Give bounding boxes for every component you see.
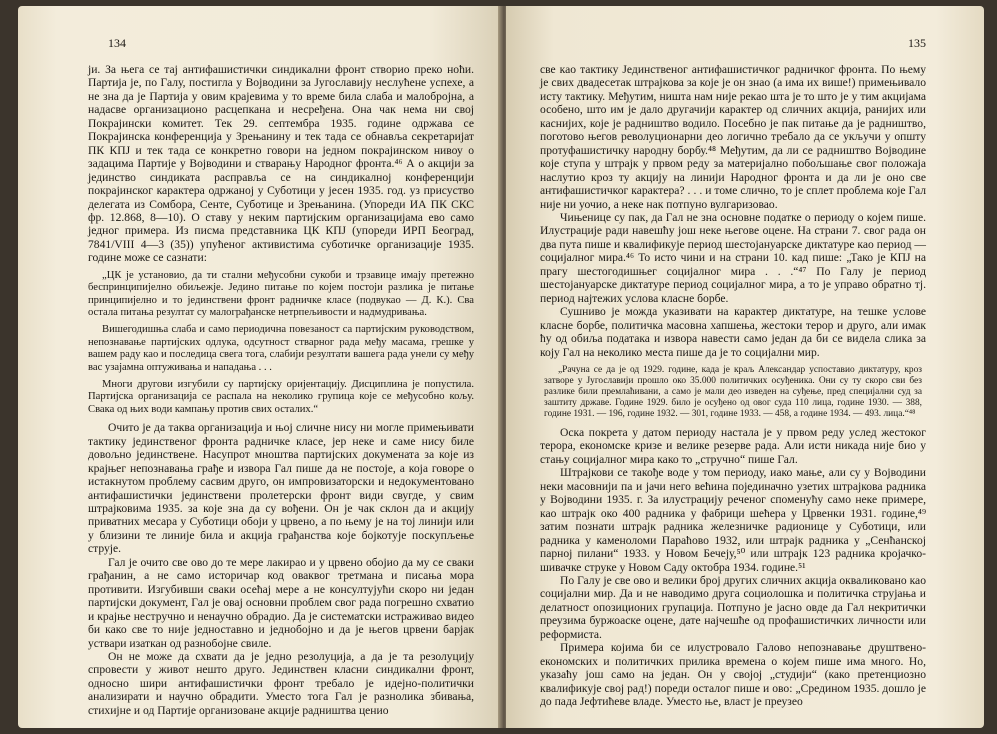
paragraph: ји. За њега се тај антифашистички синдикални фронт створио преко ноћи. Партија је, по Галу, постигла у Војводини за Југославију неслућене успехе, а не зна да је Партија у овим крајевима у то време била слаба и малобројна, а надасве организационо расцепкана и несређена. Она чак нема ни свој Покрајински комитет. Тек 29. септембра 1935. године одржава се Покрајинска конференција у Зрењанину и тек тада се обнавља секретаријат ПК КПЈ и тек тада се конкретно говори на једном покрајинском нивоу о задацима Партије у Војводини и стварању Народног фронта.⁴⁶ А о акцији за јединство синдиката расправља се на синдикалној конференцији покрајинског карактера одржаној у Суботици у јесен 1935. год. уз присуство делегата из Сомбора, Сенте, Суботице и Зрењанина. (Упореди ИА ПК СКС фр. 12.868, 8—10). О ставу у неким партијским организацијама ево само једног примера. Из писма представника ЦК КПЈ (упореди ИРП Београд, 7841/VIII 4—3 (35)) упућеног активистима суботичке организације 1935. године може се сазнати: xyxy=(88,63,474,265)
paragraph: Чињенице су пак, да Гал не зна основне податке о периоду о којем пише. Илустрације ради навешћу још неке његове оцене. На страни 7. свог рада он два пута пише и квалификује период шестојануарске диктатуре као период — социјалног мира.⁴⁶ То исто чини и на страни 10. кад пише: „Тако је КПЈ на прагу шестогодишњег социјалног мира . . .“⁴⁷ По Галу је период шестојануарске диктатуре период социјалног мира, а то је управо обратно тј. период најтежих услова класне борбе. xyxy=(540,210,926,305)
paragraph: Гал је очито све ово до те мере лакирао и у црвено обојио да му се сваки грађанин, а не само историчар код оваквог третмана и писања мора противити. Изгубивши сваки осећај мере а не консултујући скоро ни један партијски документ, Гал је овај основни проблем свог рада погрешно схватио и крајње нестручно и ненаучно обрадио. Да је систематски истраживао видео би како све то није једноставно и једнобојно и да је његов црвени барјак уствари изаткан од разнобојне свиле. xyxy=(88,555,474,650)
left-page xyxy=(18,6,502,728)
quote-paragraph: Вишегодишња слаба и само периодична повезаност са партијским руководством, непознавање партијских одлука, одсутност стварног рада међу масама, грешке у вашем раду као и последица свега тога, слабији резултати вашега рада унели су међу вас узајамна оптуживања и нападања . . . xyxy=(88,324,474,373)
paragraph: Сушниво је можда указивати на карактер диктатуре, на тешке услове класне борбе, политичка масовна хапшења, жестоки терор и друго, али имак ћу од обиља података и извора навести само један да би се видела слика за коју Гал на неколико места пише да је то социјални мир. xyxy=(540,305,926,359)
quote-paragraph: „ЦК је установио, да ти стални међусобни сукоби и трзавице имају претежно беспринципијелно обиљежје. Једино питање по којем постоји разлика је питање принципијелно и то јединствени фронт радничке класе (подвукао — Д. К.). Сва остала питања резултат су малограђанске нетрпељивости и надмудривања. xyxy=(88,269,474,319)
right-page xyxy=(506,6,984,728)
paragraph: Штрајкови се такође воде у том периоду, иако мање, али су у Војводини неки масовнији па и јачи него већина појединачно узетих штрајкова радника у Војводини 1935. г. За илустрацију реченог споменућу само неке примере, као штрајк око 400 радника у фабрици шећера у Црвенки 1931. године,⁴⁹ затим познати штрајк радника железничке радионице у Суботици, или радника у каменоломи Параћово 1932, или штрајк радника у „Сенћанској парној пилани“ 1933. у Новом Бечеју,⁵⁰ или штрајк 123 радника кројачко-шивачке струке у Новом Саду октобра 1934. године.⁵¹ xyxy=(540,466,926,574)
quote-paragraph: „Рачуна се да је од 1929. године, када је краљ Александар успоставио диктатуру, кроз затворе у Југославији прошло око 35.000 политичких осуђеника. Они су ту скоро сви без разлике били премлаћивани, а само је мали део изведен на суђење, пред специјални суд за заштиту државе. Године 1929. било је осуђено од овог суда 110 лица, године 1930. — 388, године 1931. — 196, године 1932. — 301, године 1933. — 458, а године 1934. — 493. лица.“⁴⁸ xyxy=(544,364,922,419)
paragraph: Он не може да схвати да је једно резолуција, а да је та резолуцију спровести у живот нешто друго. Јединствен класни синдикални фронт, односно шири антифашистички фронт требало је идејно-политички анализирати и научно обрадити. Уместо тога Гал је разнолика збивања, стихијне и од Партије организоване акције радништва ценио xyxy=(88,649,474,717)
paragraph: Оска покрета у датом периоду настала је у првом реду услед жестоког терора, економске кризе и велике резерве рада. Али исти никада није био у стању социјалног мира како то „стручно“ пише Гал. xyxy=(540,425,926,466)
paragraph: Очито је да таква организација и њој сличне нису ни могле примењивати тактику јединственог фронта радничке класе, јер неке и саме нису биле довољно јединствене. Насупрот мноштва партијских докумената за које из крајњег непознавања грађе и извора Гал пише да не постоје, а која говоре о истакнутом проблему сасвим друго, он импровизаторски и недокументовано антифашистички јединствени пролетерски фронт види свугде, у свим штрајковима 1935. за које зна да су вођени. Он је чак склон да и акцију приватних месара у Суботици обоји у црвено, а по њему је на тој линији или у близини те линије била и акција грађанства које бојкотује поскупљење струје. xyxy=(88,421,474,556)
paragraph: све као тактику Јединственог антифашистичког радничког фронта. По њему је свих двадесетак штрајкова за које је он знао (а има их више!) примењивало исту тактику. Међутим, ништа нам није рекао шта је то што је у тим акцијама особено, што им је дало другачији карактер од сличних акција, ранијих или каснијих, које је радништво водило. Посебно је пак питање да је радништво, поготово његов револуционарни део логично требало да се укључи у општу протуфашистичку народну борбу.⁴⁸ Међутим, да ли се радништво Војводине које ступа у штрајк у првом реду за материјално побољшање свог положаја наслутио кроз ту акцију на линији Народног фронта и да ли је оно све антифашистичког карактера? . . . и томе слично, то је сплет проблема које Гал није ни уочио, а неке нак потпуно вулгаризовао. xyxy=(540,63,926,211)
paragraph: По Галу је све ово и велики број других сличних акција окваликовано као социјални мир. Да и не наводимо друга социолошка и политичка струјања и делатност опозиционих групација. Потпуно је јасно овде да Гал некритички преузима буржоаске оцене, дате најчешће од профашистичких личности или реформиста. xyxy=(540,573,926,641)
page-number-left: 134 xyxy=(108,36,126,50)
paragraph: Примера којима би се илустровало Галово непознавање друштвено-економских и политичких прилика времена о којем пише има много. Но, указаћу још само на један. Он у својој „студији“ (како претенциозно квалификује свој рад!) пореди осталог пише и ово: „Средином 1935. дошло је до пада Јефтићеве владе. Уместо ње, власт је преузео xyxy=(540,641,926,709)
quote-paragraph: Многи другови изгубили су партијску оријентацију. Дисциплина је попустила. Партијска организација се распала на неколико групица које се међусобно кољу. Свака од њих води кампању против свих осталих.“ xyxy=(88,379,474,415)
page-number-right: 135 xyxy=(908,36,926,50)
